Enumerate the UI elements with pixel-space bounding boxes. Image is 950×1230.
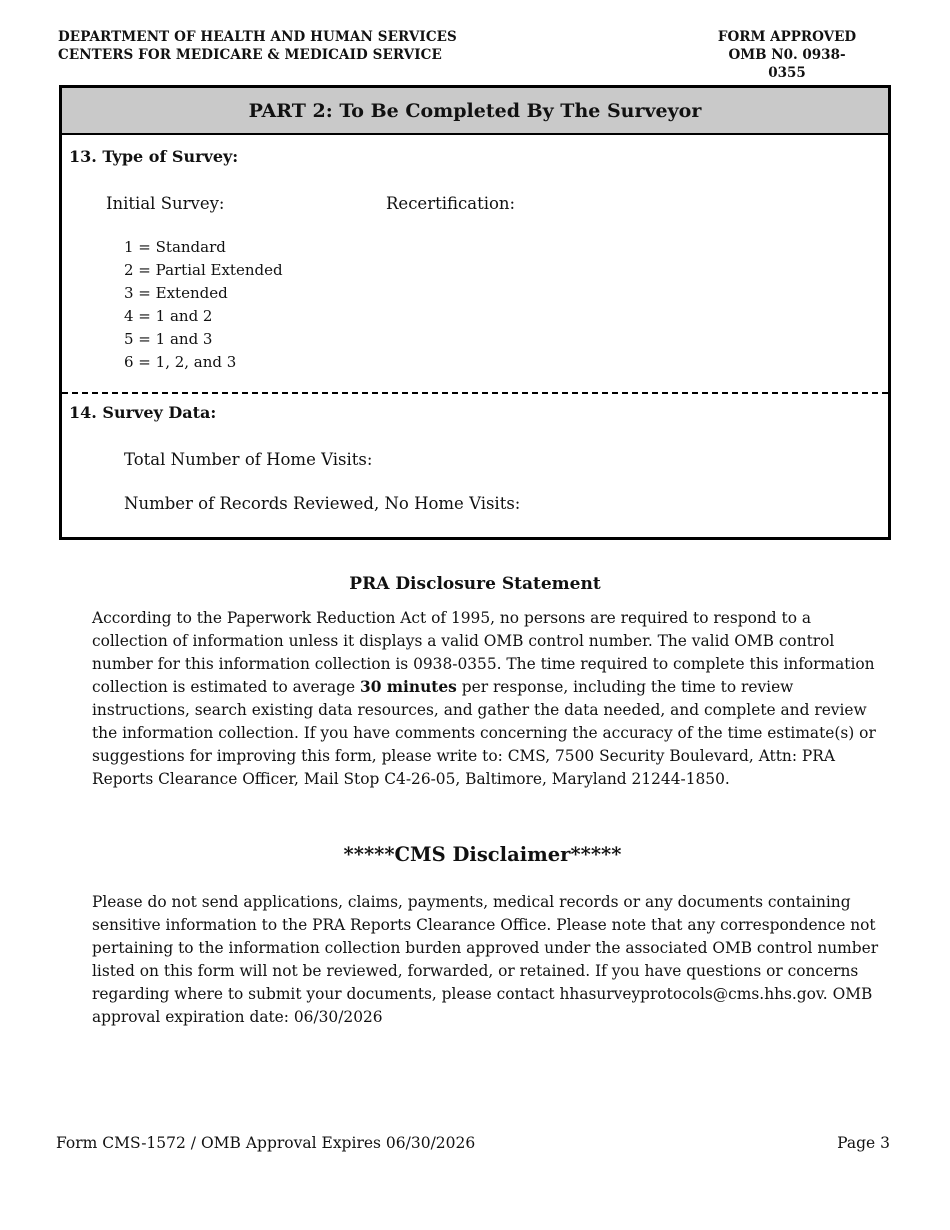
- part2-box: [59, 85, 891, 540]
- pra-paragraph: [92, 607, 882, 791]
- survey-type-codes: [124, 236, 283, 374]
- agency-line-2: CENTERS FOR MEDICARE & MEDICAID SERVICE: [58, 47, 442, 63]
- pra-text-start: According to the Paperwork Reduction Act of 1995, no persons are required to respond to a collection of information unless it displays a valid OMB control number. The valid OMB control number for this information collection is 0938-0355. The time required to complete this information collection is estimated to average: [92, 609, 875, 696]
- pra-text-end: per response, including the time to review instructions, search existing data resources, and gather the data needed, and complete and review the information collection. If you have comments concerning the accuracy of the time estimate(s) or suggestions for improving this form, please write to: CMS, 7500 Security Boulevard, Attn: PRA Reports Clearance Officer, Mail Stop C4-26-05, Baltimore, Maryland 21244-1850.: [92, 678, 876, 788]
- disclaimer-title: *****CMS Disclaimer*****: [343, 843, 622, 866]
- pra-time-estimate: 30 minutes: [359, 678, 457, 696]
- recertification-label: Recertification:: [386, 194, 516, 213]
- list-item: 4 = 1 and 2: [124, 307, 213, 325]
- agency-line-1: DEPARTMENT OF HEALTH AND HUMAN SERVICES: [58, 29, 457, 45]
- section13-title: 13. Type of Survey:: [69, 147, 239, 166]
- disclaimer-paragraph: Please do not send applications, claims, payments, medical records or any documents containing sensitive information to the PRA Reports Clearance Office. Please note that any correspondence not pertaining to the information collection burden approved under the associated OMB control number listed on this form will not be reviewed, forwarded, or retained. If you have questions or concerns regarding where to submit your documents, please contact hhasurveyprotocols@cms.hhs.gov. OMB approval expiration date: 06/30/2026: [92, 893, 879, 1026]
- list-item: 3 = Extended: [124, 284, 228, 302]
- form-approved-label: FORM APPROVED: [717, 29, 857, 45]
- list-item: 2 = Partial Extended: [124, 261, 283, 279]
- list-item: 5 = 1 and 3: [124, 330, 213, 348]
- initial-survey-label: Initial Survey:: [106, 194, 225, 213]
- part2-title: PART 2: To Be Completed By The Surveyor: [62, 88, 888, 135]
- omb-number: OMB N0. 0938-0355: [728, 47, 846, 81]
- home-visits-label: Total Number of Home Visits:: [124, 450, 373, 469]
- form-approval-header: [712, 28, 862, 82]
- pra-title: PRA Disclosure Statement: [349, 574, 601, 594]
- page-number: Page 3: [837, 1134, 890, 1152]
- section-divider: [62, 392, 888, 394]
- list-item: 6 = 1, 2, and 3: [124, 353, 237, 371]
- list-item: 1 = Standard: [124, 238, 226, 256]
- form-id-footer: Form CMS-1572 / OMB Approval Expires 06/30/2026: [56, 1134, 476, 1152]
- section14-title: 14. Survey Data:: [69, 403, 217, 422]
- agency-header: [58, 28, 457, 64]
- records-reviewed-label: Number of Records Reviewed, No Home Visits:: [124, 494, 521, 513]
